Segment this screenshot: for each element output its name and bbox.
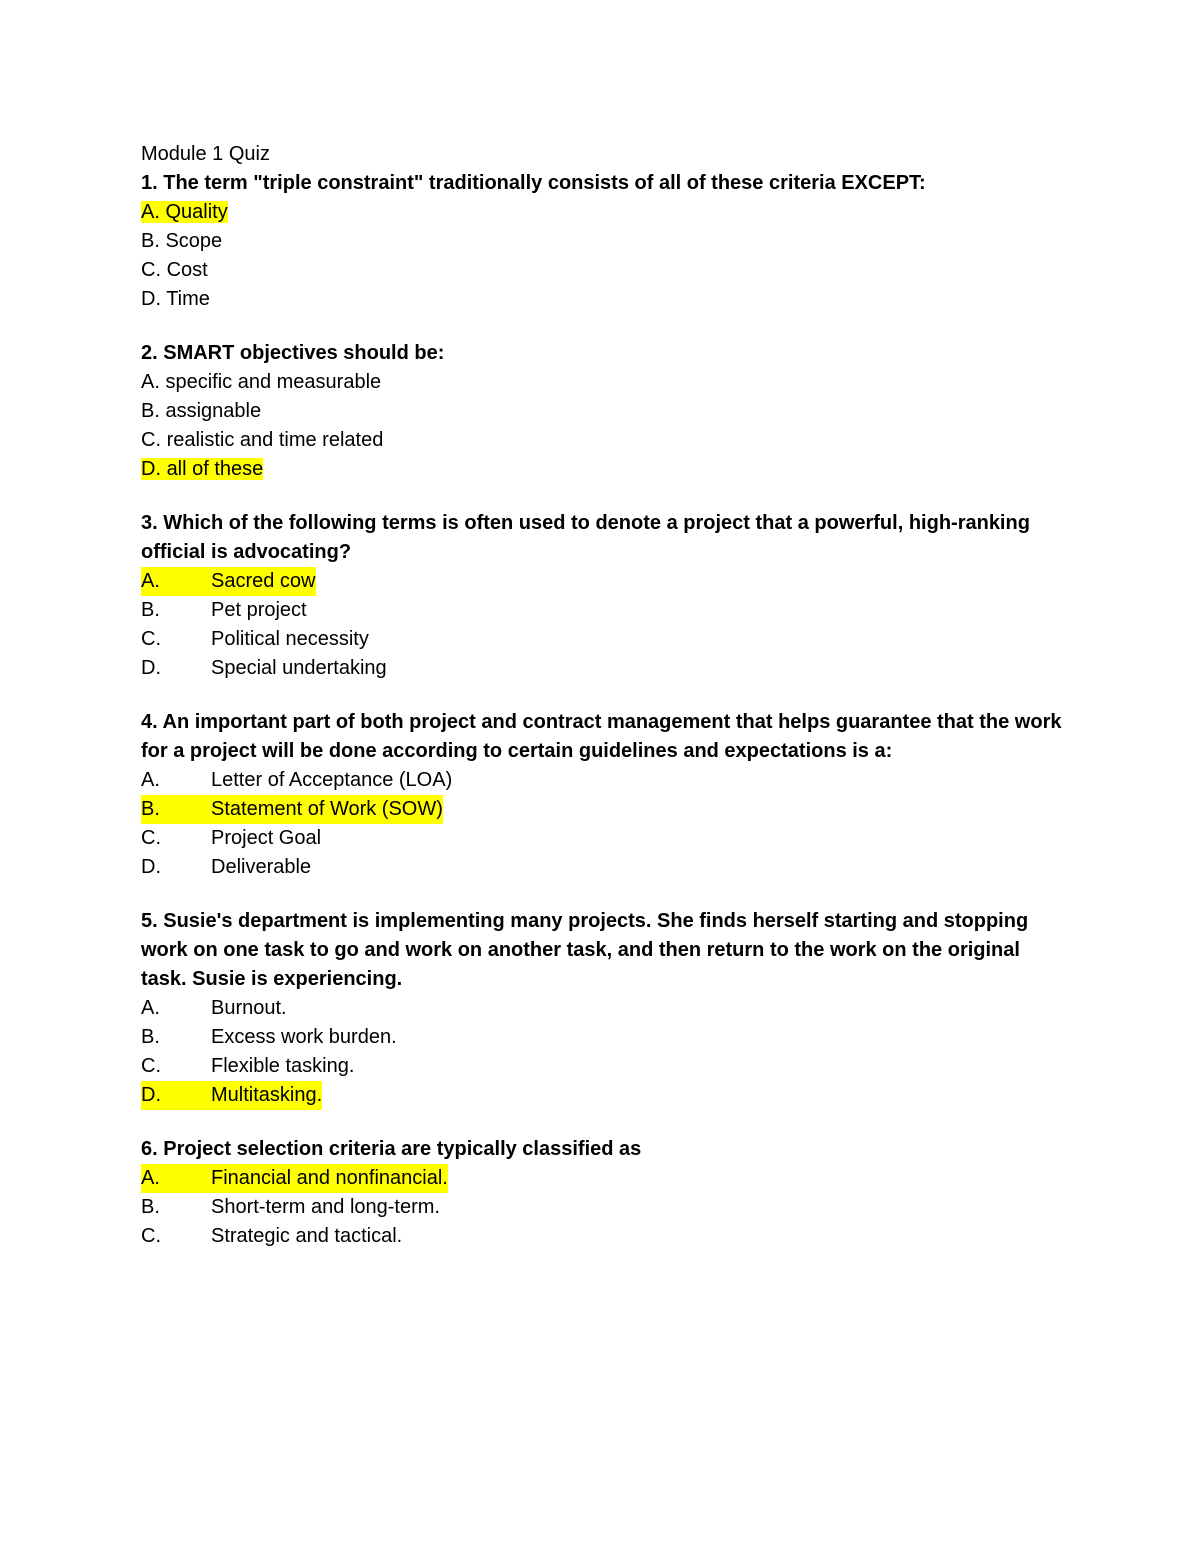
answer-highlight [141, 567, 316, 596]
answer-highlight [141, 1081, 322, 1110]
option-text: all of these [166, 458, 264, 480]
answer-highlight [141, 1164, 448, 1193]
option-letter: C. [141, 259, 161, 281]
answer-option-correct [141, 198, 1071, 227]
document-page [141, 140, 1071, 1251]
option-text: Financial and nonfinancial. [211, 1167, 448, 1189]
answer-option [141, 426, 1071, 455]
option-letter: C. [141, 429, 161, 451]
option-text: Statement of Work (SOW) [211, 798, 443, 820]
question-text: 2. SMART objectives should be: [141, 342, 445, 364]
option-text: specific and measurable [165, 371, 382, 393]
answer-option-correct [141, 455, 1071, 484]
option-text: Burnout. [211, 997, 287, 1019]
answer-option [141, 256, 1071, 285]
option-content [141, 1052, 354, 1081]
option-content [141, 230, 222, 252]
answer-highlight [141, 458, 263, 480]
option-content [141, 766, 452, 795]
option-letter: B. [141, 230, 160, 252]
option-content [141, 654, 387, 683]
question-list [141, 169, 1071, 1251]
option-letter: C. [141, 827, 161, 849]
answer-option-correct [141, 795, 1071, 824]
option-letter: A. [141, 371, 160, 393]
option-content [141, 288, 210, 310]
answer-option [141, 368, 1071, 397]
answer-option [141, 1023, 1071, 1052]
option-letter: D. [141, 657, 161, 679]
answer-option [141, 766, 1071, 795]
option-content [141, 994, 287, 1023]
option-letter: B. [141, 1026, 160, 1048]
option-text: assignable [165, 400, 262, 422]
answer-highlight [141, 201, 228, 223]
option-letter: D. [141, 856, 161, 878]
option-letter: D. [141, 288, 161, 310]
question-4 [141, 708, 1071, 882]
question-text: 1. The term "triple constraint" traditionally consists of all of these criteria EXCEPT: [141, 172, 926, 194]
answer-option [141, 1052, 1071, 1081]
option-text: Time [166, 288, 210, 310]
answer-option [141, 1193, 1071, 1222]
option-letter: A. [141, 769, 160, 791]
option-text: Multitasking. [211, 1084, 323, 1106]
option-content [141, 429, 383, 451]
option-content [141, 1023, 397, 1052]
question-text: 5. Susie's department is implementing many projects. She finds herself starting and stopping work on one task to go and work on another task, and then return to the work on the original task. Susie is experiencing. [141, 910, 1029, 990]
option-text: Cost [166, 259, 208, 281]
answer-option [141, 853, 1071, 882]
question-6 [141, 1135, 1071, 1251]
question-text: 6. Project selection criteria are typically classified as [141, 1138, 642, 1160]
option-letter: A. [141, 997, 160, 1019]
answer-highlight [141, 795, 443, 824]
answer-option [141, 654, 1071, 683]
option-letter: B. [141, 798, 160, 820]
option-text: Letter of Acceptance (LOA) [211, 769, 453, 791]
answer-option [141, 994, 1071, 1023]
answer-option-correct [141, 567, 1071, 596]
question-3 [141, 509, 1071, 683]
option-text: Excess work burden. [211, 1026, 397, 1048]
question-text: 4. An important part of both project and contract management that helps guarantee that the work for a project will be done according to certain guidelines and expectations is a: [141, 711, 1062, 762]
option-letter: B. [141, 599, 160, 621]
option-letter: D. [141, 1084, 161, 1106]
option-content [141, 400, 261, 422]
option-letter: C. [141, 1225, 161, 1247]
option-text: Political necessity [211, 628, 369, 650]
option-letter: A. [141, 1167, 160, 1189]
answer-option [141, 285, 1071, 314]
option-text: Project Goal [211, 827, 322, 849]
option-text: Flexible tasking. [211, 1055, 355, 1077]
option-content [141, 596, 307, 625]
option-content [141, 853, 311, 882]
option-content [141, 371, 381, 393]
option-text: Deliverable [211, 856, 312, 878]
option-text: Strategic and tactical. [211, 1225, 403, 1247]
answer-option [141, 397, 1071, 426]
option-letter: D. [141, 458, 161, 480]
answer-option [141, 625, 1071, 654]
option-letter: A. [141, 570, 160, 592]
answer-option [141, 824, 1071, 853]
question-text: 3. Which of the following terms is often used to denote a project that a powerful, high-ranking official is advocating? [141, 512, 1030, 563]
option-content [141, 625, 369, 654]
option-text: realistic and time related [166, 429, 384, 451]
option-content [141, 824, 321, 853]
option-content [141, 1193, 440, 1222]
document-title: Module 1 Quiz [141, 143, 270, 165]
option-letter: A. [141, 201, 160, 223]
question-5 [141, 907, 1071, 1110]
answer-option-correct [141, 1164, 1071, 1193]
option-text: Short-term and long-term. [211, 1196, 440, 1218]
option-letter: B. [141, 1196, 160, 1218]
option-text: Pet project [211, 599, 307, 621]
option-text: Sacred cow [211, 570, 316, 592]
option-letter: C. [141, 628, 161, 650]
option-letter: B. [141, 400, 160, 422]
question-1 [141, 169, 1071, 314]
option-text: Scope [165, 230, 223, 252]
option-content [141, 1222, 402, 1251]
option-text: Special undertaking [211, 657, 387, 679]
option-text: Quality [165, 201, 228, 223]
option-letter: C. [141, 1055, 161, 1077]
answer-option [141, 1222, 1071, 1251]
answer-option [141, 227, 1071, 256]
question-2 [141, 339, 1071, 484]
option-content [141, 259, 208, 281]
answer-option-correct [141, 1081, 1071, 1110]
answer-option [141, 596, 1071, 625]
